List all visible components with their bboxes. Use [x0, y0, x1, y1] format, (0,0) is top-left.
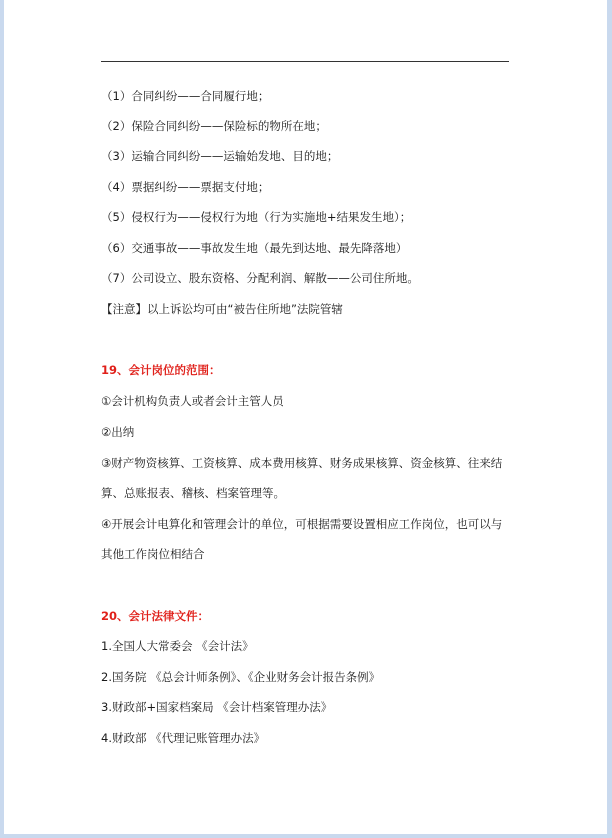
section-20-heading: 20、会计法律文件： [101, 609, 210, 623]
venue-item: （1）合同纠纷——合同履行地； [101, 89, 270, 103]
venue-item: （5）侵权行为——侵权行为地（行为实施地+结果发生地）； [101, 210, 412, 224]
section-19-item: ③财产物资核算、工资核算、成本费用核算、财务成果核算、资金核算、往来结 [101, 456, 503, 470]
section-19-item: 其他工作岗位相结合 [101, 547, 205, 561]
section-19-heading: 19、会计岗位的范围： [101, 363, 221, 377]
venue-item: （6）交通事故——事故发生地（最先到达地、最先降落地） [101, 241, 408, 255]
section-19-item: 算、总账报表、稽核、档案管理等。 [101, 486, 285, 500]
section-20-item: 4.财政部 《代理记账管理办法》 [101, 731, 266, 745]
venue-item: （4）票据纠纷——票据支付地； [101, 180, 270, 194]
note-text: 【注意】以上诉讼均可由“被告住所地”法院管辖 [101, 302, 343, 316]
venue-item: （2）保险合同纠纷——保险标的物所在地； [101, 119, 327, 133]
section-19-item: ①会计机构负责人或者会计主管人员 [101, 394, 284, 408]
section-19-item: ④开展会计电算化和管理会计的单位，可根据需要设置相应工作岗位，也可以与 [101, 517, 503, 531]
section-20-item: 2.国务院 《总会计师条例》、《企业财务会计报告条例》 [101, 670, 381, 684]
venue-item: （7）公司设立、股东资格、分配利润、解散——公司住所地。 [101, 271, 419, 285]
section-20-item: 1.全国人大常委会 《会计法》 [101, 639, 254, 653]
section-19-item: ②出纳 [101, 425, 135, 439]
top-divider [101, 61, 509, 62]
venue-item: （3）运输合同纠纷——运输始发地、目的地； [101, 149, 339, 163]
section-20-item: 3.财政部+国家档案局 《会计档案管理办法》 [101, 700, 333, 714]
